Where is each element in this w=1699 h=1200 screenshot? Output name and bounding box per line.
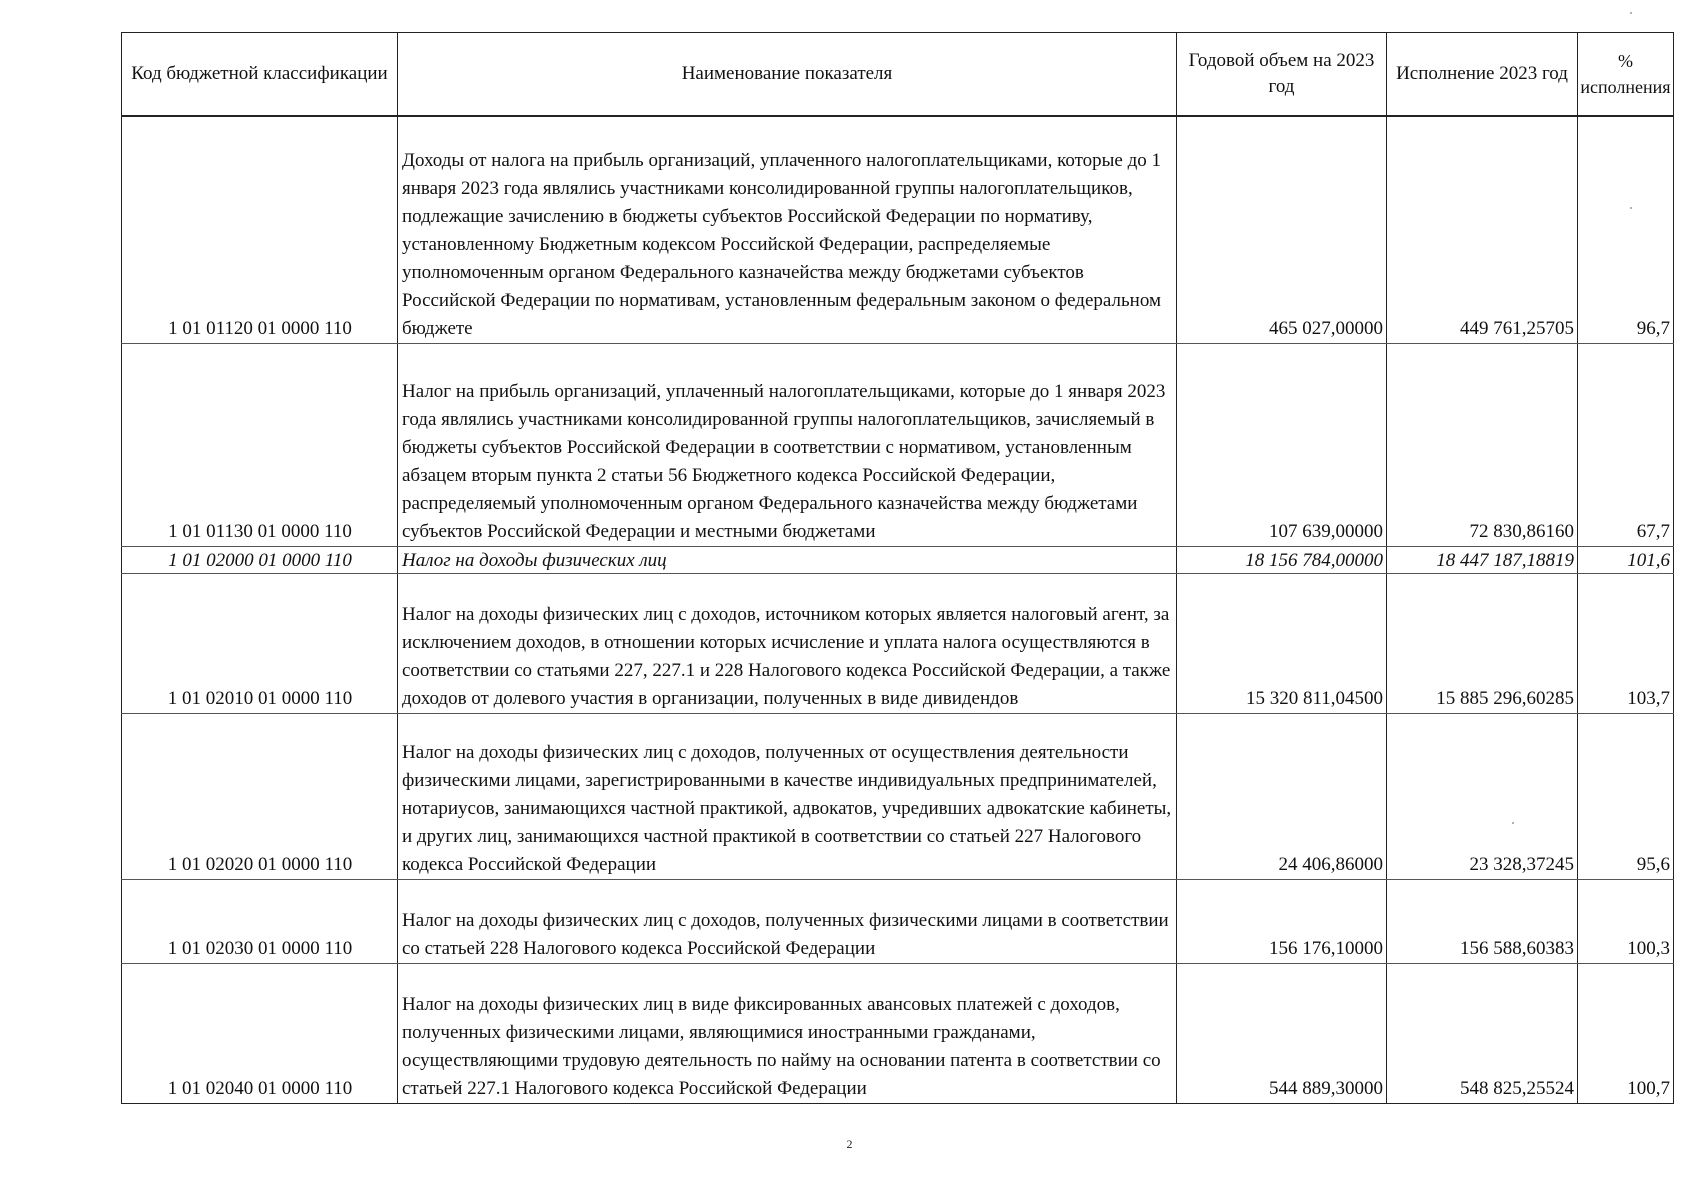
- row-plan: 18 156 784,00000: [1177, 546, 1387, 573]
- header-plan: Годовой объем на 2023 год: [1177, 33, 1387, 117]
- header-execution: Исполнение 2023 год: [1387, 33, 1578, 117]
- table-row: [122, 116, 1674, 343]
- budget-execution-table: [121, 32, 1674, 1104]
- page-number: 2: [846, 1137, 853, 1151]
- row-name: Налог на доходы физических лиц с доходов, полученных от осуществления деятельности физическими лицами, зарегистрированными в качестве индивидуальных предпринимателей, нотариусов, занимающихся частной практикой, адвокатов, учредивших адвокатские кабинеты, и других лиц, занимающихся частной практикой в соответствии со статьей 227 Налогового кодекса Российской Федерации: [398, 713, 1177, 879]
- row-plan: 465 027,00000: [1177, 116, 1387, 343]
- table-row: [122, 879, 1674, 963]
- row-plan: 15 320 811,04500: [1177, 573, 1387, 713]
- row-code: 1 01 01120 01 0000 110: [122, 116, 398, 343]
- row-plan: 24 406,86000: [1177, 713, 1387, 879]
- row-name: Доходы от налога на прибыль организаций, уплаченного налогоплательщиками, которые до 1 января 2023 года являлись участниками консолидированной группы налогоплательщиков, подлежащие зачислению в бюджеты субъектов Российской Федерации по нормативу, установленному Бюджетным кодексом Российской Федерации, распределяемые уполномоченным органом Федерального казначейства между бюджетами субъектов Российской Федерации по нормативам, установленным федеральным законом о федеральном бюджете: [398, 116, 1177, 343]
- document-page: [121, 32, 1673, 1104]
- row-percent: 101,6: [1578, 546, 1674, 573]
- row-name: Налог на доходы физических лиц: [398, 546, 1177, 573]
- table-row: [122, 713, 1674, 879]
- row-code: 1 01 02040 01 0000 110: [122, 963, 398, 1103]
- row-percent: 95,6: [1578, 713, 1674, 879]
- row-code: 1 01 02000 01 0000 110: [122, 546, 398, 573]
- row-name: Налог на доходы физических лиц с доходов, источником которых является налоговый агент, за исключением доходов, в отношении которых исчисление и уплата налога осуществляются в соответствии со статьями 227, 227.1 и 228 Налогового кодекса Российской Федерации, а также доходов от долевого участия в организации, полученных в виде дивидендов: [398, 573, 1177, 713]
- row-percent: 100,7: [1578, 963, 1674, 1103]
- row-plan: 107 639,00000: [1177, 343, 1387, 546]
- header-percent: % исполнения: [1578, 33, 1674, 117]
- row-code: 1 01 02020 01 0000 110: [122, 713, 398, 879]
- row-execution: 23 328,37245: [1387, 713, 1578, 879]
- row-execution: 548 825,25524: [1387, 963, 1578, 1103]
- row-percent: 100,3: [1578, 879, 1674, 963]
- scan-speck: [1630, 207, 1632, 209]
- row-percent: 67,7: [1578, 343, 1674, 546]
- row-execution: 156 588,60383: [1387, 879, 1578, 963]
- row-name: Налог на доходы физических лиц с доходов, полученных физическими лицами в соответствии со статьей 228 Налогового кодекса Российской Федерации: [398, 879, 1177, 963]
- row-code: 1 01 01130 01 0000 110: [122, 343, 398, 546]
- row-execution: 15 885 296,60285: [1387, 573, 1578, 713]
- table-row: [122, 573, 1674, 713]
- row-plan: 156 176,10000: [1177, 879, 1387, 963]
- table-row-subtotal: [122, 546, 1674, 573]
- scan-speck: [1630, 12, 1632, 14]
- row-name: Налог на доходы физических лиц в виде фиксированных авансовых платежей с доходов, полученных физическими лицами, являющимися иностранными гражданами, осуществляющими трудовую деятельность по найму на основании патента в соответствии со статьей 227.1 Налогового кодекса Российской Федерации: [398, 963, 1177, 1103]
- header-code: Код бюджетной классификации: [122, 33, 398, 117]
- row-code: 1 01 02010 01 0000 110: [122, 573, 398, 713]
- row-percent: 96,7: [1578, 116, 1674, 343]
- row-name: Налог на прибыль организаций, уплаченный налогоплательщиками, которые до 1 января 2023 года являлись участниками консолидированной группы налогоплательщиков, зачисляемый в бюджеты субъектов Российской Федерации в соответствии с нормативом, установленным абзацем вторым пункта 2 статьи 56 Бюджетного кодекса Российской Федерации, распределяемый уполномоченным органом Федерального казначейства между бюджетами субъектов Российской Федерации и местными бюджетами: [398, 343, 1177, 546]
- table-header-row: [122, 33, 1674, 117]
- scan-speck: [1512, 822, 1514, 824]
- row-percent: 103,7: [1578, 573, 1674, 713]
- table-row: [122, 343, 1674, 546]
- header-name: Наименование показателя: [398, 33, 1177, 117]
- row-plan: 544 889,30000: [1177, 963, 1387, 1103]
- row-execution: 72 830,86160: [1387, 343, 1578, 546]
- table-row: [122, 963, 1674, 1103]
- row-execution: 18 447 187,18819: [1387, 546, 1578, 573]
- row-execution: 449 761,25705: [1387, 116, 1578, 343]
- row-code: 1 01 02030 01 0000 110: [122, 879, 398, 963]
